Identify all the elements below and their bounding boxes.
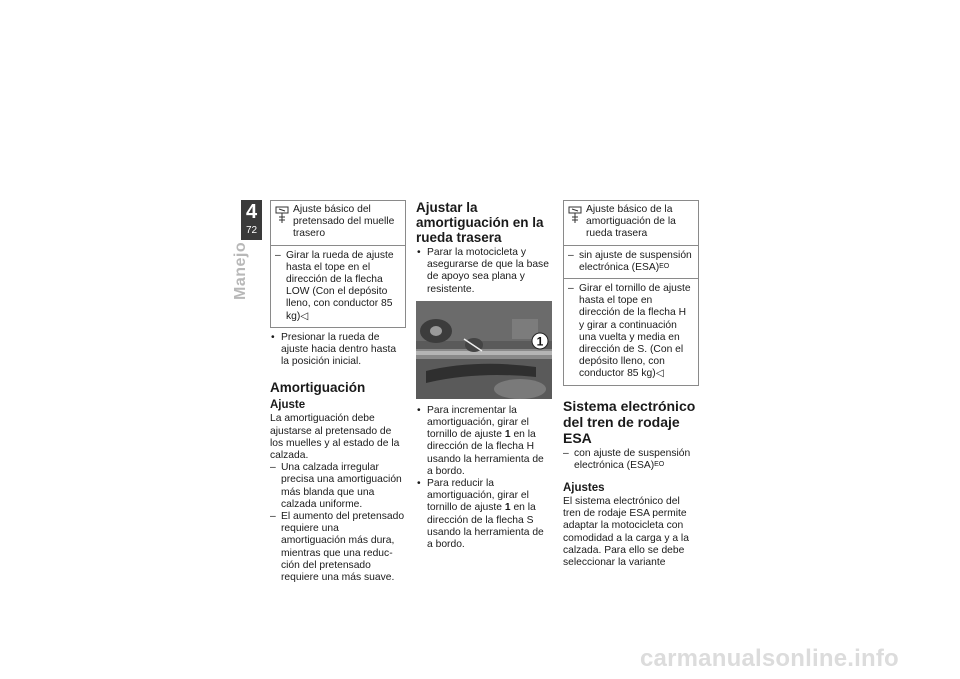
- column-2: [416, 200, 552, 551]
- box-title: Ajuste básico de la amortiguación de la rueda trasera: [586, 204, 676, 240]
- bullet-reduce-damping: • Para reducir la amortiguación, girar el tornillo de ajuste 1 en la dirección de la flecha S usando la herramienta de a bordo.: [416, 478, 552, 551]
- dash-preload-increase: – El aumento del pretensado requiere una amortiguación más dura, mientras que una reducción del pretensado requiere una más suave.: [270, 511, 406, 584]
- box-dash-turn-screw: – Girar el tornillo de ajuste hasta el tope en dirección de la flecha H y girar a continuación una vuelta y media en dirección de S. (Con el depósito lleno, con conductor 85 kg)◁: [568, 283, 694, 381]
- info-box-spring-preload: [270, 200, 406, 328]
- adjustment-tool-icon: [275, 206, 293, 228]
- section-label: [232, 240, 272, 320]
- adjustment-tool-icon: [568, 206, 586, 228]
- paragraph-esa: El sistema electrónico del tren de rodaje ESA permite adaptar la motocicleta con comodidad a la carga y a la calzada. Para ello se debe seleccionar la variante: [563, 496, 689, 569]
- paragraph-ajuste: La amortiguación debe ajustarse al pretensado de los muelles y al estado de la calzada.: [270, 413, 400, 462]
- box-dash-no-esa: – sin ajuste de suspensión electrónica (ESA)$^{EO}$: [568, 250, 694, 274]
- box-step: – Girar la rueda de ajuste hasta el tope en el dirección de la flecha LOW (Con el depósito lleno, con conductor 85 kg)◁: [275, 250, 401, 323]
- page-number: 72: [245, 225, 258, 236]
- info-box-rear-damping: [563, 200, 699, 386]
- watermark: carmanualsonline.info: [640, 645, 899, 672]
- heading-amortiguacion: Amortiguación: [270, 380, 366, 396]
- column-1: [270, 200, 406, 584]
- box-title: Ajuste básico del pretensado del muelle trasero: [293, 204, 395, 240]
- chapter-number: 4: [245, 201, 258, 223]
- subheading-ajuste: Ajuste: [270, 399, 306, 412]
- column-3: [563, 200, 699, 569]
- bullet-park: • Parar la motocicleta y asegurarse de que la base de apoyo sea plana y resistente.: [416, 247, 552, 296]
- dash-with-esa: – con ajuste de suspensión electrónica (ESA)$^{EO}$: [563, 448, 699, 472]
- rear-shock-photo: [416, 301, 552, 399]
- section-label-text: Manejo: [232, 241, 249, 300]
- bullet-press-wheel: • Presionar la rueda de ajuste hacia dentro hasta la posición inicial.: [270, 332, 406, 369]
- bullet-increase-damping: • Para incrementar la amortiguación, girar el tornillo de ajuste 1 en la dirección de la flecha H usando la herramienta de a bordo.: [416, 405, 552, 478]
- subheading-ajustes: Ajustes: [563, 482, 605, 495]
- heading-esa: Sistema electrónico del tren de rodaje ESA: [563, 397, 696, 446]
- dash-irregular-road: – Una calzada irregular precisa una amortiguación más blanda que una calzada uniforme.: [270, 462, 406, 511]
- photo-callout-label: 1: [536, 334, 544, 349]
- heading-rear-damping: Ajustar la amortiguación en la rueda trasera: [416, 200, 544, 245]
